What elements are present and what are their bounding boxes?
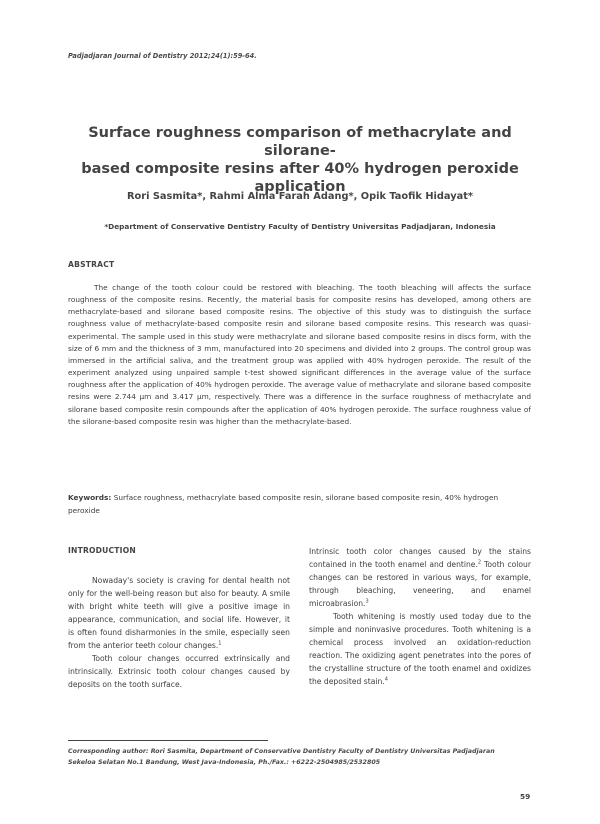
keywords-label: Keywords: [68,493,112,502]
citation-ref: 1 [218,640,222,647]
abstract-heading: ABSTRACT [68,260,115,269]
article-title [60,124,540,196]
title-line-1: Surface roughness comparison of methacrylate and silorane- [88,125,512,159]
keywords [68,492,531,517]
journal-reference: Padjadjaran Journal of Dentistry 2012;24(1):59-64. [68,52,257,60]
intro-paragraph-4: Tooth whitening is mostly used today due to the simple and noninvasive procedures. Tooth whitening is a chemical process involved an oxidation-reduction reaction. The oxidizing agent penetrates into the pores of the crystalline structure of the tooth enamel and oxidizes the deposited stain.$^4$ [309,611,531,686]
citation-ref: 3 [365,598,369,605]
right-column [309,546,531,688]
intro-paragraph-3: Intrinsic tooth color changes caused by the stains contained in the tooth enamel and dentine.$^2$ Tooth colour changes can be restored in various ways, for example, through bleaching, veneering, and enamel microabrasion.$^3$ [309,547,531,608]
authors: Rori Sasmita*, Rahmi Alma Farah Adang*, Opik Taofik Hidayat* [126,191,474,202]
title-line-3: application [254,179,346,195]
left-column [68,545,290,692]
title-line-2: based composite resins after 40% hydrogen peroxide [81,161,519,177]
abstract-body: The change of the tooth colour could be restored with bleaching. The tooth bleaching will affects the surface roughness of the composite resins. Recently, the material basis for composite resins has developed, among others are methacrylate-based and silorane based composite resins. The objective of this study was to distinguish the surface roughness value of methacrylate-based composite resin and silorane based composite resins. This research was quasi-experimental. The sample used in this study were methacrylate and silorane based composite resins in discs form, with the size of 6 mm and the thickness of 3 mm, manufactured into 20 specimens and divided into 2 groups. The control group was immersed in the artificial saliva, and the treatment group was applied with 40% hydrogen peroxide. The result of the experiment analyzed using unpaired sample t-test showed significant differences in the average value of the surface roughness after the application of 40% hydrogen peroxide. The average value of methacrylate and silorane based composite resins were 2.744 μm and 3.417 μm, respectively. There was a difference in the surface roughness of methacrylate and silorane based composite resin compounds after the application of 40% hydrogen peroxide. The surface roughness value of the silorane-based composite resin was higher than the methacrylate-based. [68,283,531,426]
footnote-line-1: Corresponding author: Rori Sasmita, Department of Conservative Dentistry Faculty of Dentistry Universitas Padjadjaran [68,748,495,755]
footnote-divider [68,740,268,741]
keywords-text: Surface roughness, methacrylate based composite resin, silorane based composite resin, 40% hydrogen peroxide [68,493,499,515]
corresponding-author-footnote [68,746,538,768]
footnote-line-2: Sekeloa Selatan No.1 Bandung, West Java-Indonesia, Ph./Fax.: +6222-2504985/2532805 [68,759,381,766]
affiliation: *Department of Conservative Dentistry Faculty of Dentistry Universitas Padjadjaran, Indonesia [104,222,496,231]
citation-ref: 4 [384,676,388,682]
introduction-heading: INTRODUCTION [68,546,136,555]
page-number: 59 [520,792,531,801]
intro-paragraph-1: Nowaday's society is craving for dental health not only for the well-being reason but also for beauty. A smile with bright white teeth will give a positive image in appearance, communication, and social life. However, it is often found disharmonies in the smile, especially seen from the anterior teeth colour changes.$^1$ [68,575,290,650]
citation-ref: 2 [477,559,482,566]
intro-paragraph-2: Tooth colour changes occurred extrinsically and intrinsically. Extrinsic tooth colour changes caused by deposits on the tooth surface. [68,653,290,689]
